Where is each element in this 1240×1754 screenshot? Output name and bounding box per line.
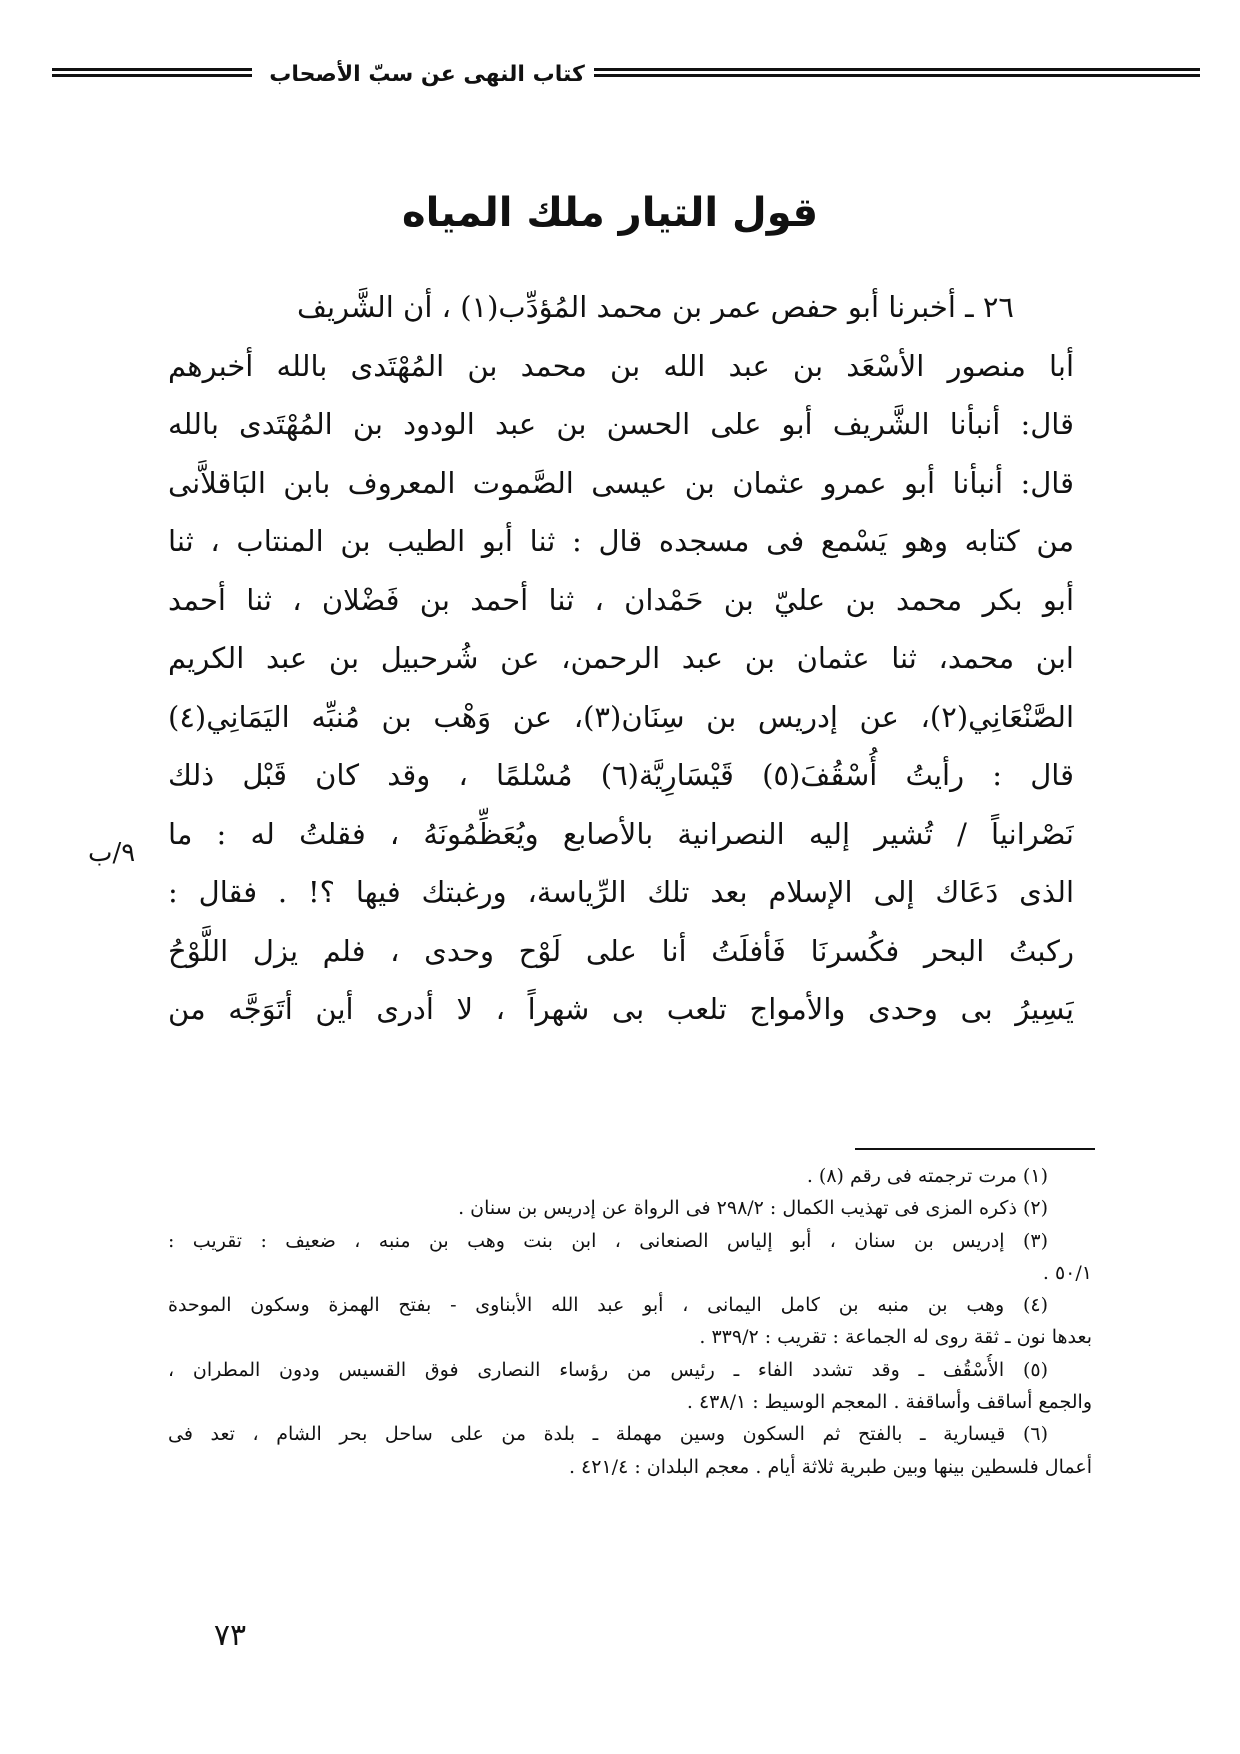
running-header <box>52 58 1200 98</box>
footnote-line: (٣) إدريس بن سنان ، أبو إلياس الصنعانى ، ابن بنت وهب بن منبه ، ضعيف : تقريب : <box>168 1229 1048 1252</box>
footnotes <box>168 1160 1092 1483</box>
body-line: ٢٦ ـ أخبرنا أبو حفص عمر بن محمد المُؤدِّب(١) ، أن الشَّريف <box>296 290 1014 324</box>
body-text <box>168 278 1074 1039</box>
body-line: قال: أنبأنا الشَّريف أبو على الحسن بن عبد الودود بن المُهْتَدى بالله <box>168 407 1074 441</box>
page-number: ٧٣ <box>213 1618 247 1653</box>
margin-note: ٩/ب <box>88 838 136 868</box>
body-line: ابن محمد، ثنا عثمان بن عبد الرحمن، عن شُرحبيل بن عبد الكريم <box>168 641 1074 675</box>
footnote-line: (٢) ذكره المزى فى تهذيب الكمال : ٢٩٨/٢ فى الرواة عن إدريس بن سنان . <box>458 1197 1048 1220</box>
header-rule-right <box>594 68 1200 84</box>
body-line: أبو بكر محمد بن عليّ بن حَمْدان ، ثنا أحمد بن فَضْلان ، ثنا أحمد <box>168 582 1074 617</box>
footnote-line: والجمع أساقف وأساقفة . المعجم الوسيط : ٤٣٨/١ . <box>686 1391 1092 1414</box>
footnote-line: (٤) وهب بن منبه بن كامل اليمانى ، أبو عبد الله الأبناوى - بفتح الهمزة وسكون الموحدة <box>168 1294 1048 1317</box>
footnote-line: ٥٠/١ . <box>1042 1261 1092 1284</box>
running-header-title: كتاب النهى عن سبّ الأصحاب <box>269 62 585 87</box>
body-line: الصَّنْعَانِي(٢)، عن إدريس بن سِنَان(٣)، عن وَهْب بن مُنبِّه اليَمَانِي(٤) <box>168 699 1074 734</box>
header-rule-left <box>52 68 252 84</box>
footnote-line: بعدها نون ـ ثقة روى له الجماعة : تقريب : ٣٣٩/٢ . <box>699 1326 1092 1349</box>
body-line: نَصْرانياً / تُشير إليه النصرانية بالأصابع ويُعَظِّمُونَهُ ، فقلتُ له : ما <box>168 816 1074 851</box>
body-line: يَسِيرُ بى وحدى والأمواج تلعب بى شهراً ، لا أدرى أين أتَوَجَّه من <box>168 992 1074 1026</box>
footnote-line: (٦) قيسارية ـ بالفتح ثم السكون وسين مهملة ـ بلدة من على ساحل بحر الشام ، تعد فى <box>168 1423 1048 1446</box>
body-line: أبا منصور الأسْعَد بن عبد الله بن محمد بن المُهْتَدى بالله أخبرهم <box>168 348 1074 383</box>
body-line: من كتابه وهو يَسْمع فى مسجده قال : ثنا أبو الطيب بن المنتاب ، ثنا <box>168 524 1074 558</box>
footnote-divider <box>855 1148 1095 1150</box>
body-line: ركبتُ البحر فكُسرنَا فَأفلَتُ أنا على لَوْح وحدى ، فلم يزل اللَّوْحُ <box>168 933 1074 968</box>
footnote-line: أعمال فلسطين بينها وبين طبرية ثلاثة أيام . معجم البلدان : ٤٢١/٤ . <box>568 1455 1092 1478</box>
body-line: قال: أنبأنا أبو عمرو عثمان بن عيسى الصَّموت المعروف بابن البَاقلاَّنى <box>168 465 1074 500</box>
body-line: قال : رأيتُ أُسْقُفَ(٥) قَيْسَارِيَّة(٦) مُسْلمًا ، وقد كان قَبْل ذلك <box>168 758 1074 792</box>
body-line: الذى دَعَاك إلى الإسلام بعد تلك الرِّياسة، ورغبتك فيها ؟! . فقال : <box>168 875 1074 909</box>
footnote-line: (٥) الأُسْقُف ـ وقد تشدد الفاء ـ رئيس من رؤساء النصارى فوق القسيس ودون المطران ، <box>168 1358 1048 1381</box>
footnote-line: (١) مرت ترجمته فى رقم (٨) . <box>806 1165 1048 1187</box>
section-heading: قول التيار ملك المياه <box>401 190 819 236</box>
